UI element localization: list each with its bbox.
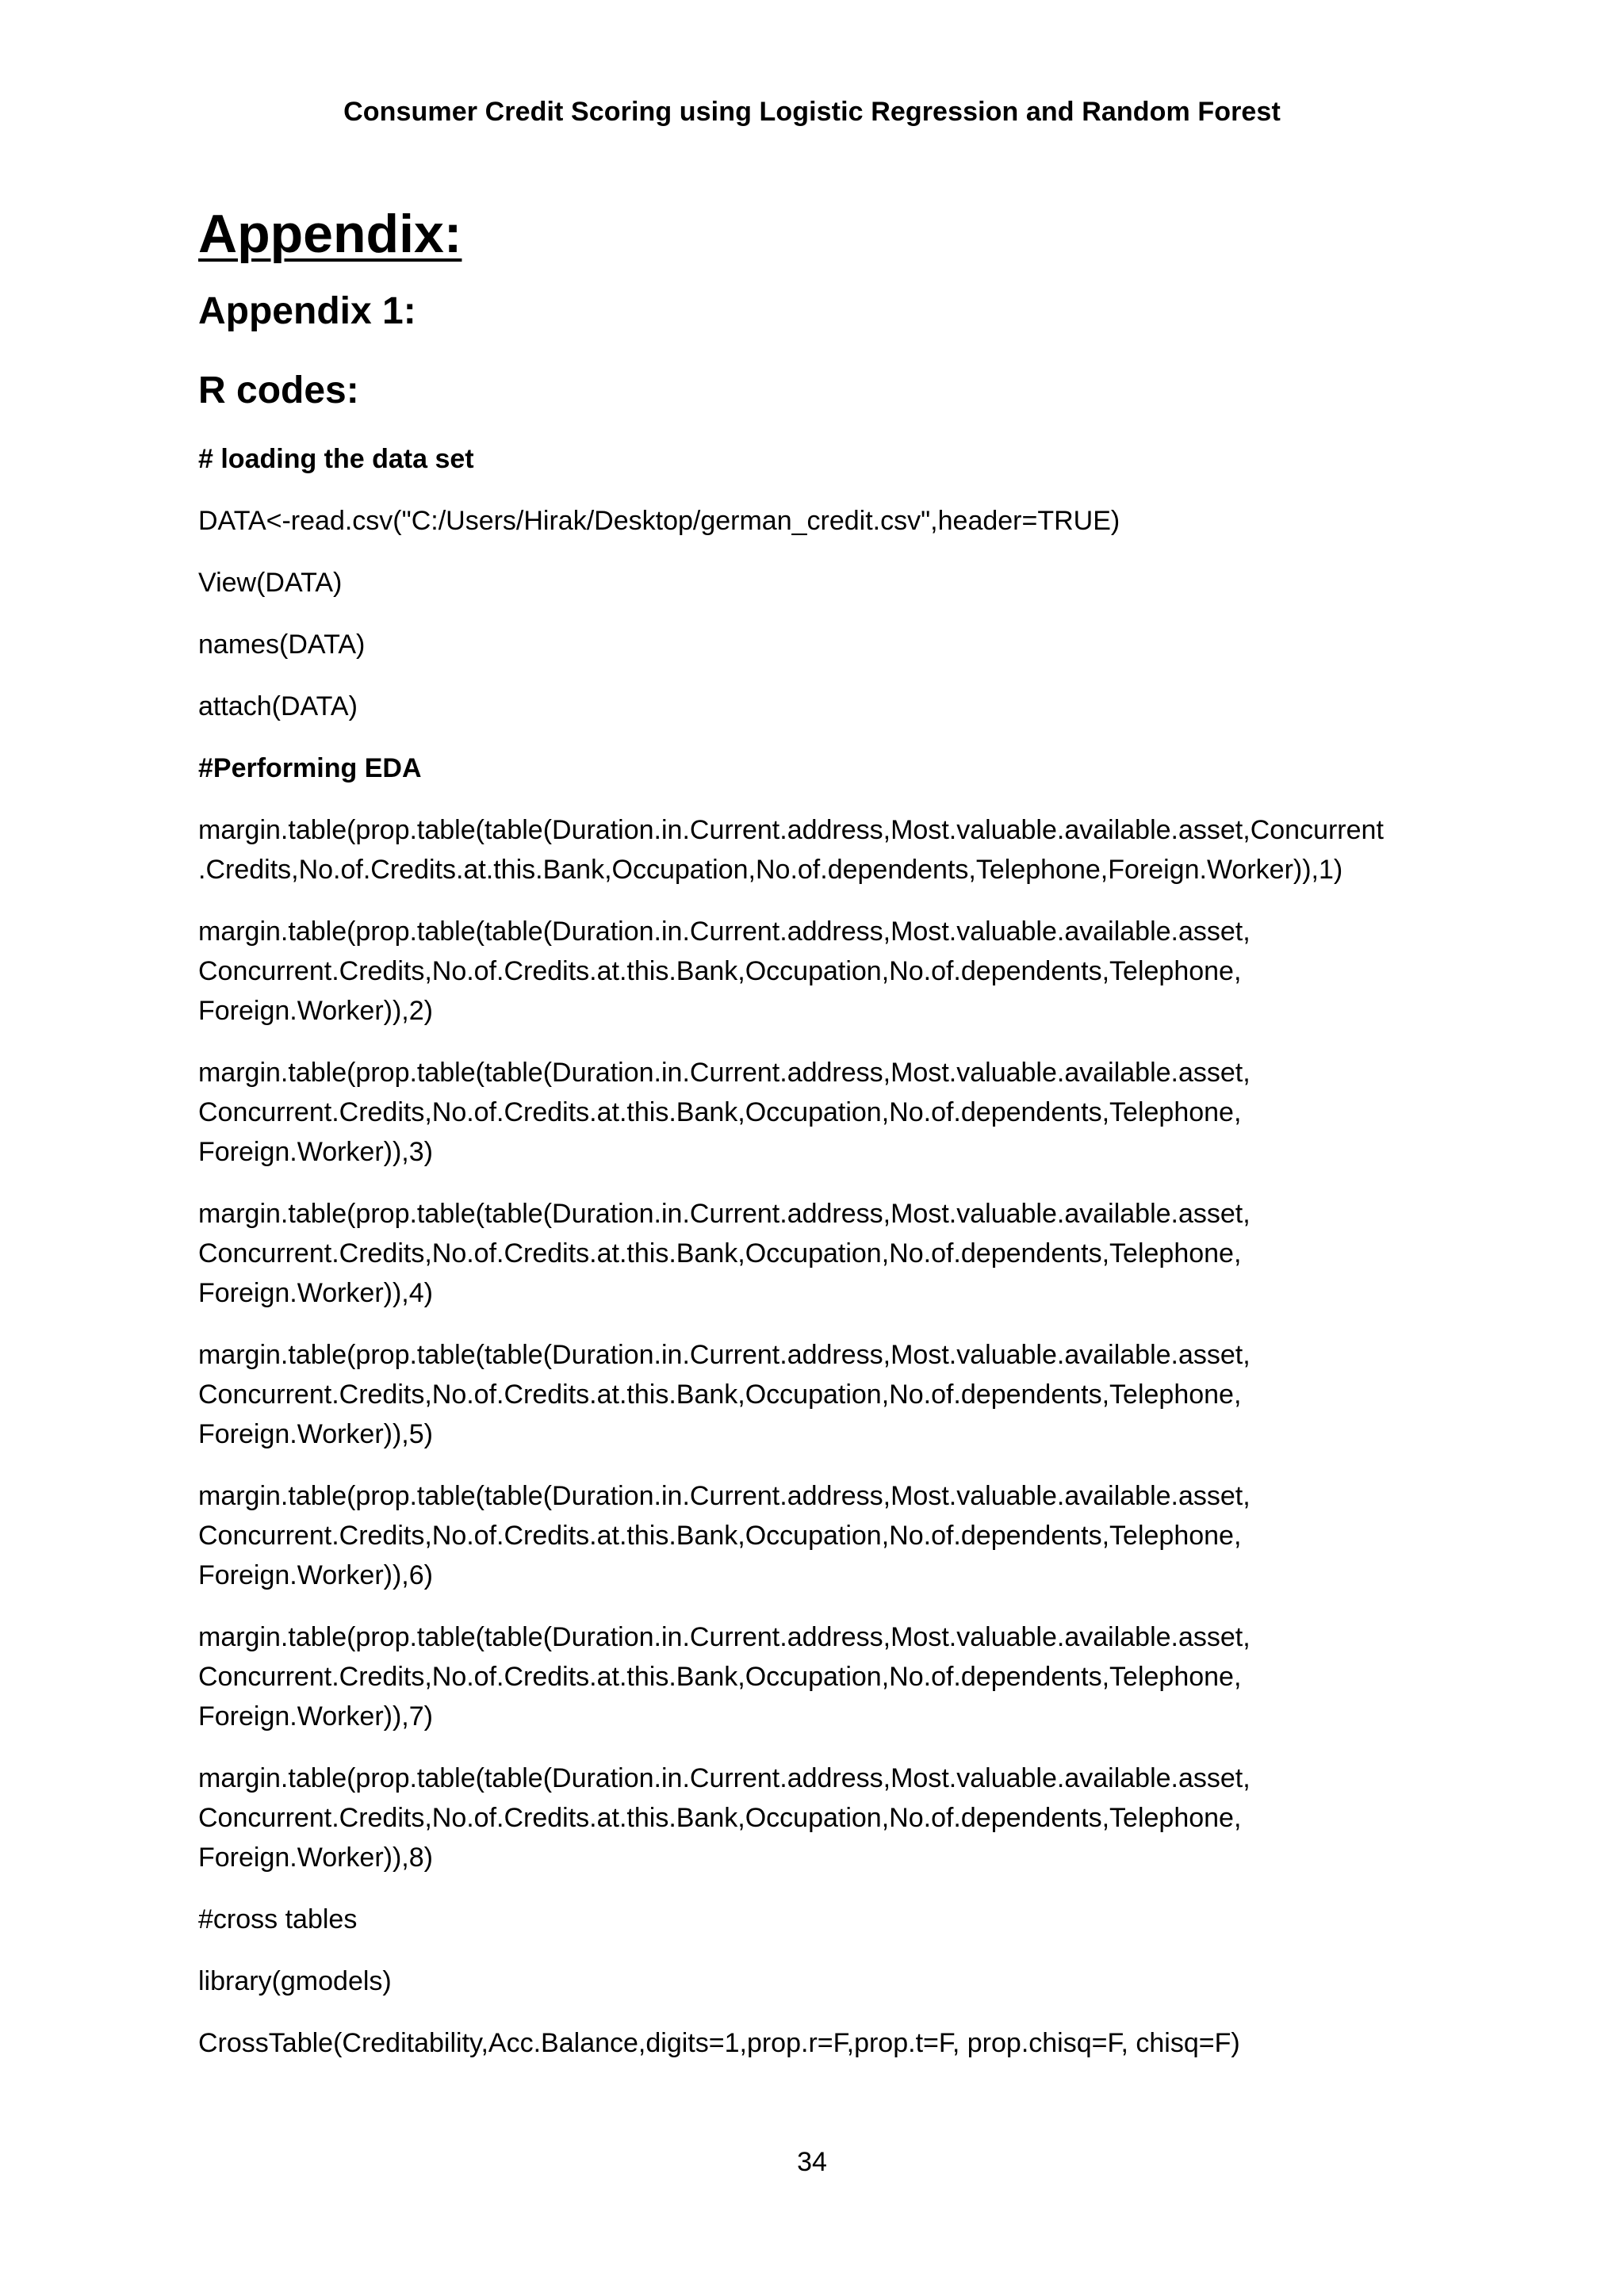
code-line: names(DATA) <box>198 629 366 660</box>
code-comment: # loading the data set <box>198 444 474 474</box>
code-line: margin.table(prop.table(table(Duration.in.Current.address,Most.valuable.available.asset, Concurrent.Credits,No.of.Credits.at.this.Bank,Occupation,No.of.dependents,Telephone, Foreign.Worker)),5) <box>198 1340 1251 1449</box>
running-header: Consumer Credit Scoring using Logistic Regression and Random Forest <box>343 97 1281 127</box>
code-line: margin.table(prop.table(table(Duration.in.Current.address,Most.valuable.available.asset, Concurrent.Credits,No.of.Credits.at.this.Bank,Occupation,No.of.dependents,Telephone, Foreign.Worker)),2) <box>198 916 1251 1026</box>
code-line: margin.table(prop.table(table(Duration.in.Current.address,Most.valuable.available.asset, Concurrent.Credits,No.of.Credits.at.this.Bank,Occupation,No.of.dependents,Telephone, Foreign.Worker)),8) <box>198 1763 1251 1873</box>
code-listing <box>198 439 1451 2063</box>
code-comment: #cross tables <box>198 1904 358 1934</box>
code-line: margin.table(prop.table(table(Duration.in.Current.address,Most.valuable.available.asset, Concurrent.Credits,No.of.Credits.at.this.Bank,Occupation,No.of.dependents,Telephone, Foreign.Worker)),4) <box>198 1199 1251 1308</box>
code-line: attach(DATA) <box>198 691 358 721</box>
code-line: margin.table(prop.table(table(Duration.in.Current.address,Most.valuable.available.asset, Concurrent.Credits,No.of.Credits.at.this.Bank,Occupation,No.of.dependents,Telephone, Foreign.Worker)),7) <box>198 1622 1251 1732</box>
code-line: margin.table(prop.table(table(Duration.in.Current.address,Most.valuable.available.asset, Concurrent.Credits,No.of.Credits.at.this.Bank,Occupation,No.of.dependents,Telephone, Foreign.Worker)),6) <box>198 1481 1251 1590</box>
code-comment: #Performing EDA <box>198 753 422 783</box>
code-line: CrossTable(Creditability,Acc.Balance,digits=1,prop.r=F,prop.t=F, prop.chisq=F, chisq=F) <box>198 2028 1240 2058</box>
code-line: View(DATA) <box>198 568 343 598</box>
code-line: margin.table(prop.table(table(Duration.in.Current.address,Most.valuable.available.asset,Concurrent .Credits,No.of.Credits.at.this.Bank,Occupation,No.of.dependents,Telephone,Foreign.Worker)),1) <box>198 815 1384 885</box>
r-codes-heading: R codes: <box>198 369 359 411</box>
code-line: margin.table(prop.table(table(Duration.in.Current.address,Most.valuable.available.asset, Concurrent.Credits,No.of.Credits.at.this.Bank,Occupation,No.of.dependents,Telephone, Foreign.Worker)),3) <box>198 1058 1251 1167</box>
page-number: 34 <box>797 2147 827 2177</box>
code-line: DATA<-read.csv("C:/Users/Hirak/Desktop/german_credit.csv",header=TRUE) <box>198 506 1120 536</box>
appendix-1-heading: Appendix 1: <box>198 290 416 332</box>
appendix-heading: Appendix: <box>198 204 462 264</box>
page-content <box>198 198 1451 2085</box>
code-line: library(gmodels) <box>198 1966 392 1996</box>
